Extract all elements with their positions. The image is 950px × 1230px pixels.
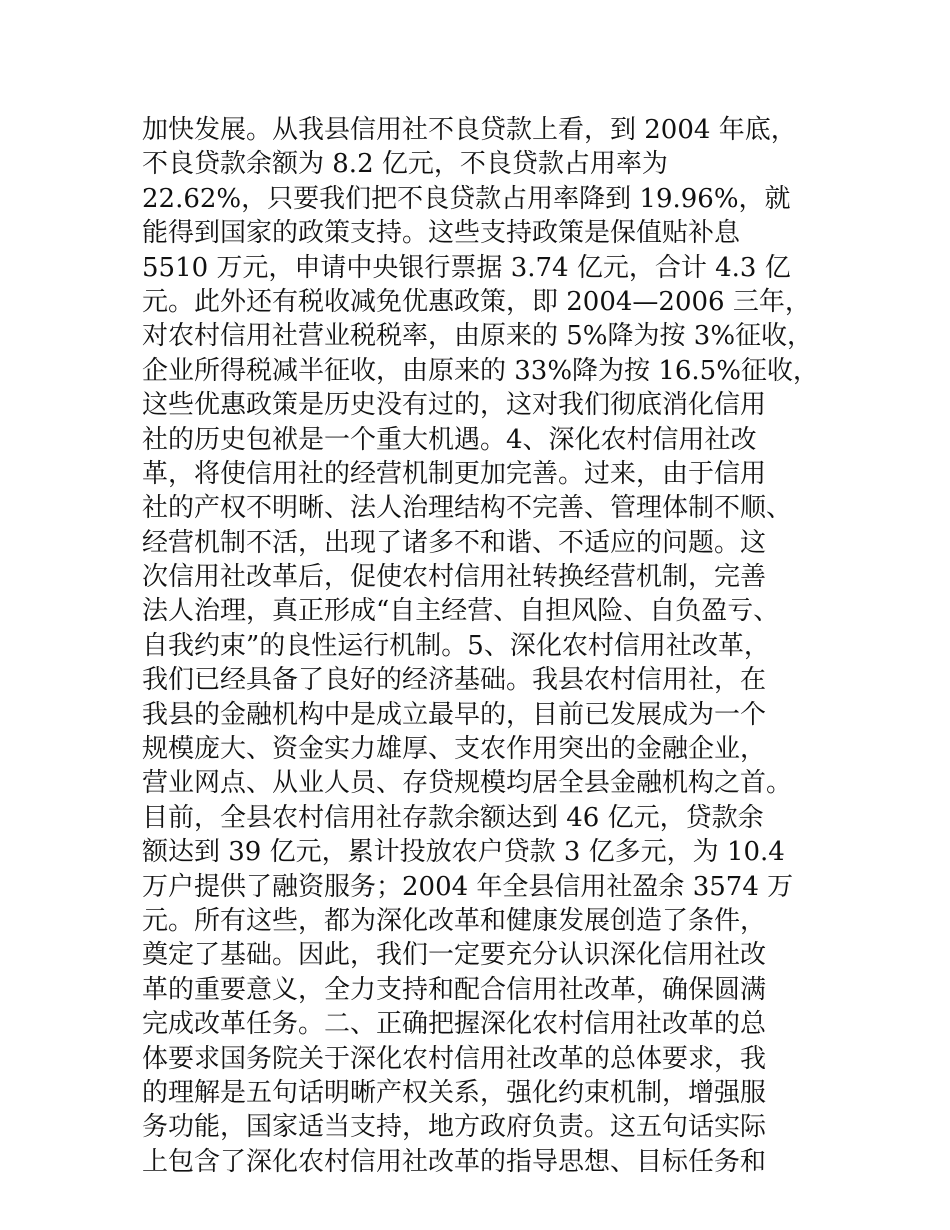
text-line-19: 规模庞大、资金实力雄厚、支农作用突出的金融企业，: [142, 734, 767, 765]
text-line-11: 革，将使信用社的经营机制更加完善。过来，由于信用: [142, 458, 767, 489]
text-line-15: 法人治理，真正形成“自主经营、自担风险、自负盈亏、: [142, 596, 780, 627]
text-line-3: 22.62%，只要我们把不良贷款占用率降到 19.96%，就: [142, 183, 791, 214]
text-line-12: 社的产权不明晰、法人治理结构不完善、管理体制不顺、: [142, 493, 793, 524]
text-line-17: 我们已经具备了良好的经济基础。我县农村信用社，在: [142, 665, 767, 696]
text-line-7: 对农村信用社营业税税率，由原来的 5%降为按 3%征收，: [142, 321, 814, 352]
text-line-29: 的理解是五句话明晰产权关系，强化约束机制，增强服: [142, 1077, 767, 1108]
text-line-2: 不良贷款余额为 8.2 亿元，不良贷款占用率为: [142, 149, 668, 180]
text-line-5: 5510 万元，申请中央银行票据 3.74 亿元，合计 4.3 亿: [142, 252, 791, 283]
body-text: [142, 113, 832, 1179]
text-line-28: 体要求国务院关于深化农村信用社改革的总体要求，我: [142, 1043, 767, 1074]
text-line-13: 经营机制不活，出现了诸多不和谐、不适应的问题。这: [142, 527, 767, 558]
text-line-24: 元。所有这些，都为深化改革和健康发展创造了条件，: [142, 905, 767, 936]
text-line-4: 能得到国家的政策支持。这些支持政策是保值贴补息: [142, 218, 741, 249]
text-line-20: 营业网点、从业人员、存贷规模均居全县金融机构之首。: [142, 768, 793, 799]
text-line-1: 加快发展。从我县信用社不良贷款上看，到 2004 年底，: [142, 115, 797, 145]
text-line-14: 次信用社改革后，促使农村信用社转换经营机制，完善: [142, 562, 767, 593]
text-line-16: 自我约束”的良性运行机制。5、深化农村信用社改革，: [142, 630, 770, 661]
text-line-18: 我县的金融机构中是成立最早的，目前已发展成为一个: [142, 699, 767, 730]
text-line-25: 奠定了基础。因此，我们一定要充分认识深化信用社改: [142, 940, 767, 971]
text-line-31: 上包含了深化农村信用社改革的指导思想、目标任务和: [142, 1146, 767, 1177]
text-line-30: 务功能，国家适当支持，地方政府负责。这五句话实际: [142, 1112, 767, 1143]
text-line-6: 元。此外还有税收减免优惠政策，即 2004—2006 三年，: [142, 286, 811, 317]
text-line-27: 完成改革任务。二、正确把握深化农村信用社改革的总: [142, 1009, 767, 1040]
text-line-22: 额达到 39 亿元，累计投放农户贷款 3 亿多元，为 10.4: [142, 837, 785, 868]
text-line-8: 企业所得税减半征收，由原来的 33%降为按 16.5%征收，: [142, 355, 819, 386]
text-line-10: 社的历史包袱是一个重大机遇。4、深化农村信用社改: [142, 424, 757, 455]
text-line-9: 这些优惠政策是历史没有过的，这对我们彻底消化信用: [142, 390, 767, 421]
text-line-26: 革的重要意义，全力支持和配合信用社改革，确保圆满: [142, 974, 767, 1005]
text-line-23: 万户提供了融资服务；2004 年全县信用社盈余 3574 万: [142, 871, 794, 902]
text-line-21: 目前，全县农村信用社存款余额达到 46 亿元，贷款余: [142, 802, 764, 833]
